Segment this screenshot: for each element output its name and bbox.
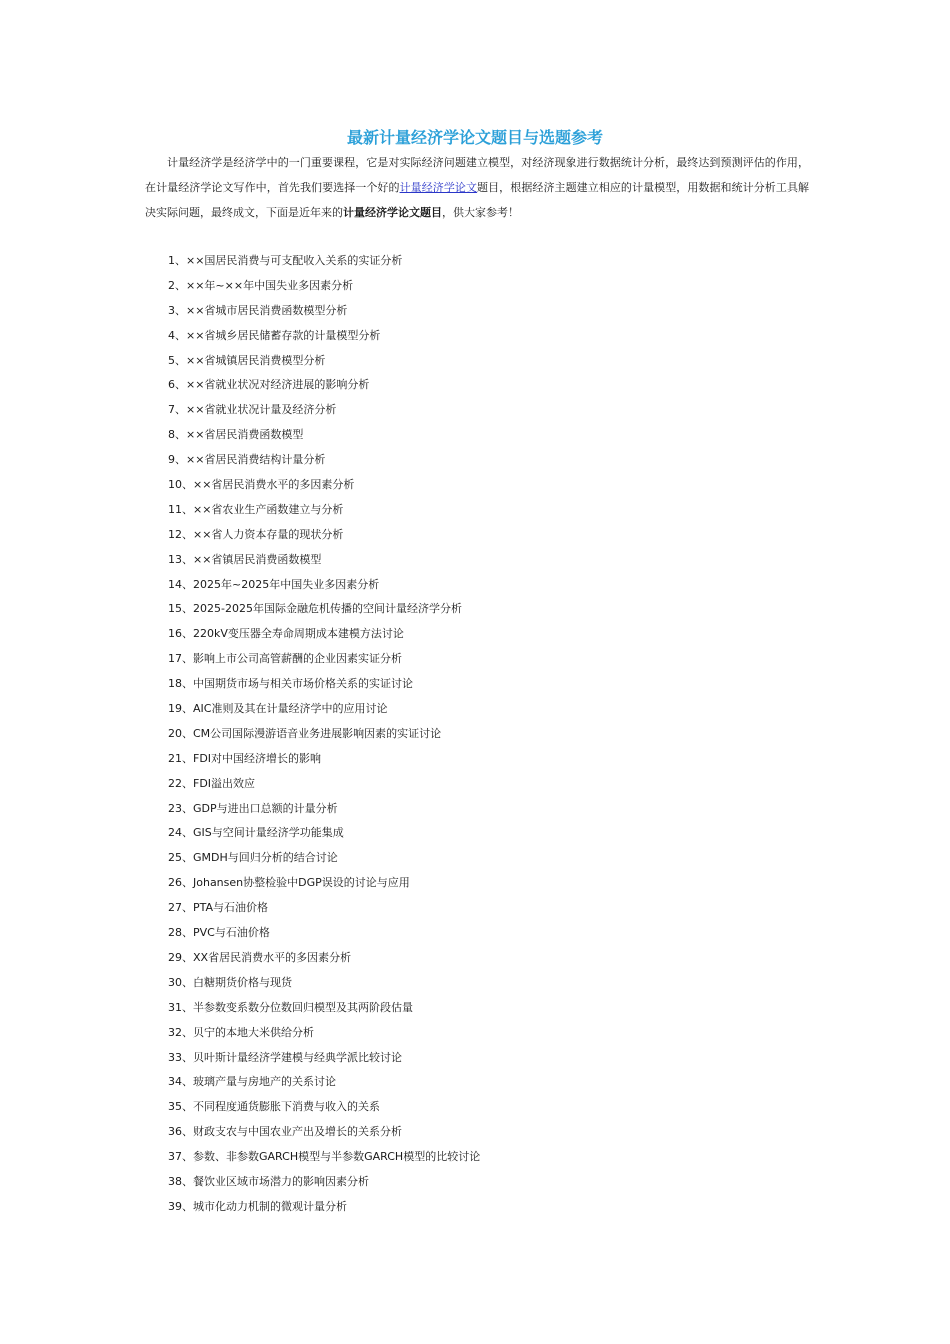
topic-item: 2、××年~××年中国失业多因素分析 [168,278,354,292]
topic-item: 16、220kV变压器全寿命周期成本建模方法讨论 [168,627,404,641]
topic-item: 39、城市化动力机制的微观计量分析 [168,1199,347,1213]
topic-item: 31、半参数变系数分位数回归模型及其两阶段估量 [168,1000,413,1014]
topic-item: 10、××省居民消费水平的多因素分析 [168,478,355,492]
topic-item: 18、中国期货市场与相关市场价格关系的实证讨论 [168,677,413,691]
topic-item: 26、Johansen协整检验中DGP误设的讨论与应用 [168,876,410,890]
topic-item: 12、××省人力资本存量的现状分析 [168,527,344,541]
topic-item: 8、××省居民消费函数模型 [168,428,304,442]
topic-item: 20、CM公司国际漫游语音业务进展影响因素的实证讨论 [168,726,442,740]
topic-item: 36、财政支农与中国农业产出及增长的关系分析 [168,1125,402,1139]
topic-item: 11、××省农业生产函数建立与分析 [168,502,344,516]
topic-item: 15、2025-2025年国际金融危机传播的空间计量经济学分析 [168,602,462,616]
topic-item: 32、贝宁的本地大米供给分析 [168,1025,314,1039]
topic-item: 28、PVC与石油价格 [168,926,270,940]
topic-item: 9、××省居民消费结构计量分析 [168,453,326,467]
topic-item: 19、AIC准则及其在计量经济学中的应用讨论 [168,702,388,716]
intro-text-1: 计量经济学是经济学中的一门重要课程，它是对实际经济问题建立模型，对经济现象进行数据统计分析，最终达到预测评估的作用，在计量经济学论文写作中，首先我们要选择一个好的 [145,156,809,194]
page-title: 最新计量经济学论文题目与选题参考 [346,128,603,147]
econometrics-paper-link[interactable]: 计量经济学论文 [399,181,478,194]
topic-item: 38、餐饮业区域市场潜力的影响因素分析 [168,1174,369,1188]
topic-item: 1、××国居民消费与可支配收入关系的实证分析 [168,254,403,267]
topic-item: 34、玻璃产量与房地产的关系讨论 [168,1075,336,1089]
topic-item: 14、2025年~2025年中国失业多因素分析 [168,577,380,591]
topic-item: 21、FDI对中国经济增长的影响 [168,751,322,765]
topic-item: 17、影响上市公司高管薪酬的企业因素实证分析 [168,652,402,666]
intro-paragraph [145,150,809,225]
topic-item: 37、参数、非参数GARCH模型与半参数GARCH模型的比较讨论 [168,1150,481,1164]
topic-item: 30、白糖期货价格与现货 [168,975,292,989]
intro-text-2: 题目，根据经济主题建立相应的计量模型，用数据和统计分析工具解决实际问题，最终成文，下面是近年来的 [145,181,810,219]
topic-item: 4、××省城乡居民储蓄存款的计量模型分析 [168,328,381,342]
topic-item: 13、××省镇居民消费函数模型 [168,552,322,566]
topic-item: 7、××省就业状况计量及经济分析 [168,403,337,417]
topic-item: 27、PTA与石油价格 [168,901,269,915]
topic-item: 23、GDP与进出口总额的计量分析 [168,801,338,815]
topic-item: 24、GIS与空间计量经济学功能集成 [168,826,344,840]
intro-bold-text: 计量经济学论文题目 [343,206,442,219]
topic-item: 5、××省城镇居民消费模型分析 [168,353,326,367]
topic-list [168,249,480,1220]
topic-item: 25、GMDH与回归分析的结合讨论 [168,851,338,865]
topic-item: 33、贝叶斯计量经济学建模与经典学派比较讨论 [168,1050,402,1064]
intro-text-3: ，供大家参考！ [442,206,519,219]
topic-item: 29、XX省居民消费水平的多因素分析 [168,950,352,964]
topic-item: 22、FDI溢出效应 [168,776,256,790]
topic-item: 6、××省就业状况对经济进展的影响分析 [168,378,370,392]
topic-item: 3、××省城市居民消费函数模型分析 [168,303,348,317]
topic-item: 35、不同程度通货膨胀下消费与收入的关系 [168,1100,380,1114]
